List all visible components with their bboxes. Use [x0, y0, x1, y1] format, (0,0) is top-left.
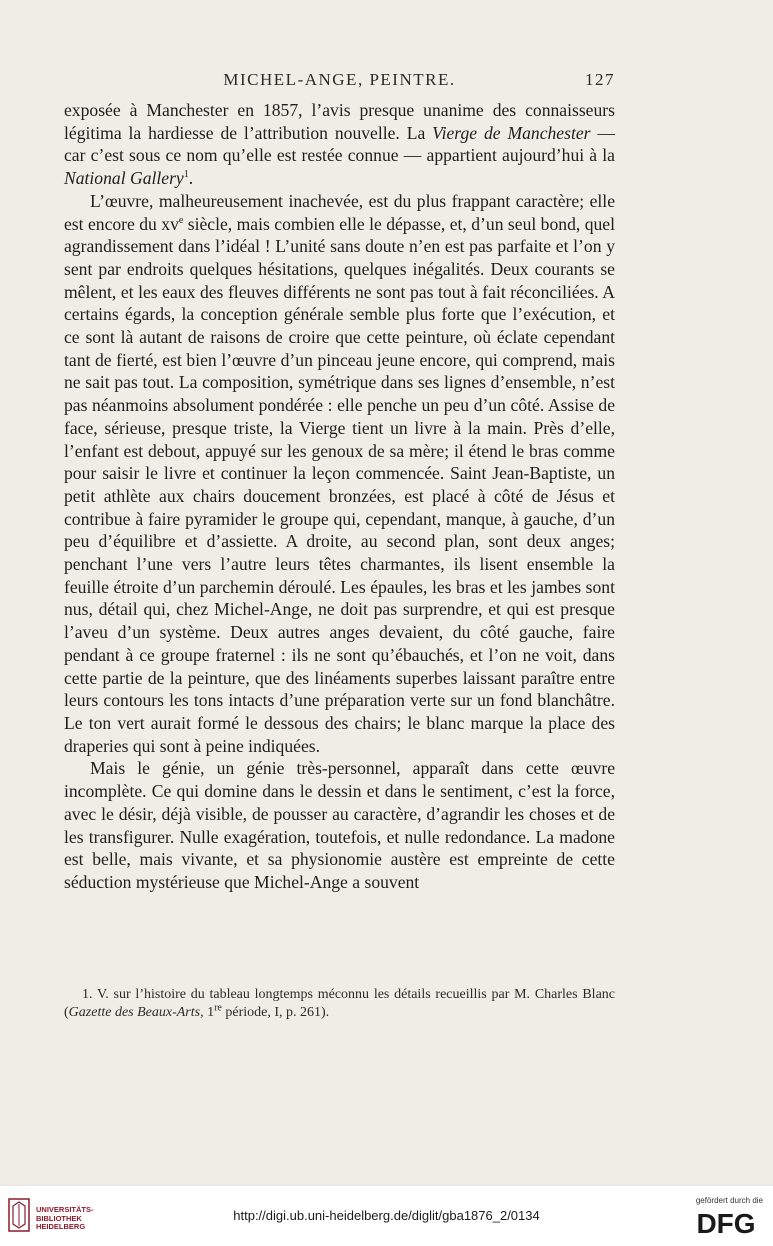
dfg-logo-icon — [689, 1208, 763, 1236]
body-text — [64, 99, 615, 894]
svg-text:DFG: DFG — [696, 1208, 756, 1236]
digitization-footer — [0, 1185, 773, 1246]
running-header — [64, 70, 615, 94]
footnote: 1. V. sur l’histoire du tableau longtemps méconnu les détails recueillis par M. Charles Blanc (Gazette des Beaux-Arts, 1re période, I, p. 261). — [64, 987, 615, 1020]
museum-name: National Gallery — [64, 168, 184, 189]
paragraph-1: exposée à Manchester en 1857, l’avis presque unanime des connaisseurs légitima la hardiesse de l’attribution nouvelle. La Vierge de Manchester — car c’est sous ce nom qu’elle est restée connue — appartient aujourd’hui à la National Gallery$^1$. — [64, 100, 615, 189]
running-title: MICHEL-ANGE, PEINTRE. — [223, 70, 456, 89]
footnote-ref: 1 — [183, 169, 189, 181]
permalink-url[interactable]: http://digi.ub.uni-heidelberg.de/diglit/gba1876_2/0134 — [233, 1208, 540, 1223]
paragraph-3: Mais le génie, un génie très-personnel, apparaît dans cette œuvre incomplète. Ce qui domine dans le dessin et dans le sentiment, c’est la force, avec le désir, déjà visible, de pousser au caractère, d’agrandir les choses et de les transfigurer. Nulle exagération, toutefois, et nulle redondance. La madone est belle, mais vivante, et sa physionomie austère est empreinte de cette séduction mystérieuse que Michel-Ange a souvent — [64, 758, 615, 892]
page-number: 127 — [585, 70, 615, 89]
library-name: UNIVERSITÄTS- BIBLIOTHEK HEIDELBERG — [36, 1205, 94, 1231]
university-library-logo-icon — [8, 1198, 30, 1232]
artwork-title: Vierge de Manchester — [432, 122, 591, 143]
century-numeral: xv — [161, 213, 179, 234]
funding-label: gefördert durch die — [695, 1196, 763, 1205]
paragraph-2: L’œuvre, malheureusement inachevée, est du plus frappant caractère; elle est encore du $xv^e$ siècle, mais combien elle le dépasse, et, d’un seul bond, quel agrandissement dans l’idéal ! L’unité sans doute n’en est pas parfaite et l’on y sent par endroits quelques hésitations, quelques inégalités. Deux courants se mêlent, et les eaux des fleuves différents ne sont pas tout à fait réconciliées. A certains égards, la conception générale semble plus forte que l’exécution, et ce sont là autant de raisons de croire que cette peinture, où éclate cependant tant de fierté, est bien l’œuvre d’un pinceau jeune encore, qui comprend, mais ne sait pas tout. La composition, symétrique dans ses lignes d’ensemble, n’est pas néanmoins absolument pondérée : elle penche un peu d’un côté. Assise de face, sérieuse, presque triste, la Vierge tient un livre à la main. Près d’elle, l’enfant est debout, appuyé sur les genoux de sa mère; il étend le bras comme pour saisir le livre et continuer la leçon commencée. Saint Jean-Baptiste, un petit athlète aux chairs doucement bronzées, est placé à côté de Jésus et contribue à faire pyramider le groupe qui, cependant, manque, à gauche, d’un peu d’équilibre et d’assiette. A droite, au second plan, sont deux anges; penchant l’une vers l’autre leurs têtes charmantes, ils lisent ensemble la feuille étroite d’un parchemin déroulé. Les épaules, les bras et les jambes sont nus, détail qui, chez Michel-Ange, ne doit pas surprendre, et qui est presque l’aveu d’un système. Deux autres anges devaient, du côté gauche, faire pendant à ce groupe fraternel : ils ne sont qu’ébauchés, et l’on ne voit, dans cette partie de la peinture, que des linéaments superbes laissant paraître entre leurs contours les tons intacts d’une préparation verte sur un fond blanchâtre. Le ton vert aurait formé le dessous des chairs; le blanc marque la place des draperies qui sont à peine indiquées. — [64, 190, 615, 756]
